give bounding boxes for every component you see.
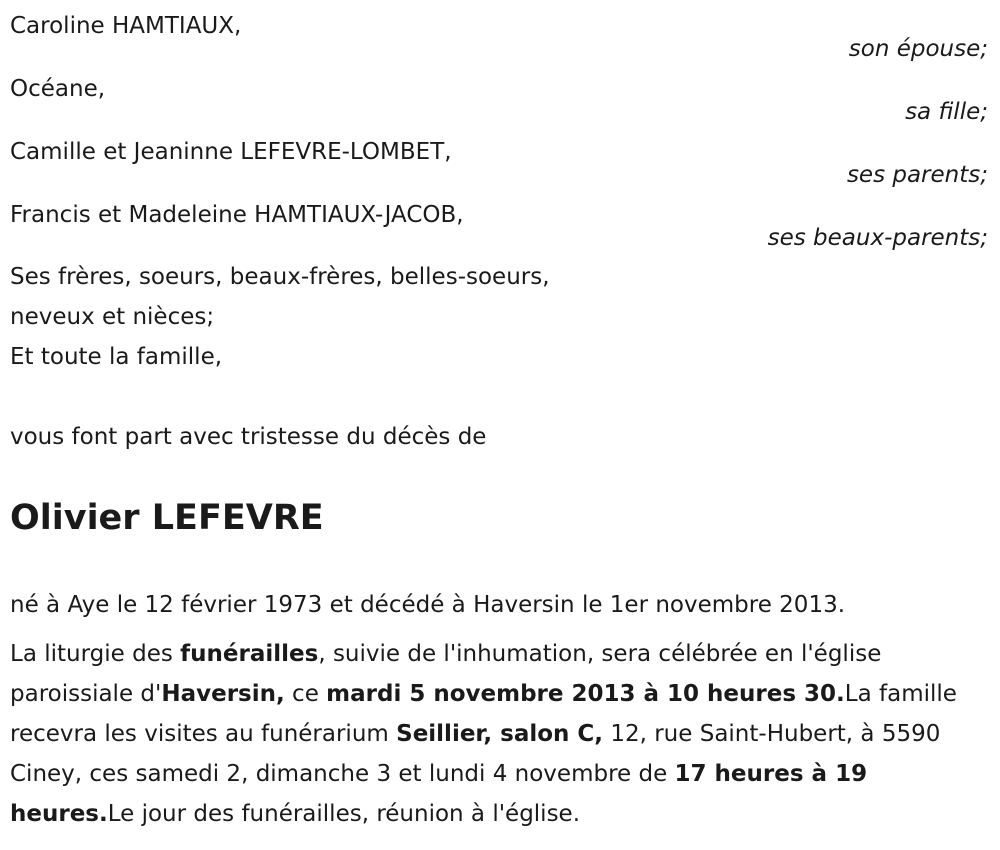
family-member-name: Océane, bbox=[10, 76, 106, 102]
family-member-relation: ses beaux-parents; bbox=[767, 225, 988, 251]
family-member-relation: sa fille; bbox=[905, 99, 988, 125]
family-member-relation: ses parents; bbox=[846, 162, 988, 188]
birth-death-text: né à Aye le 12 février 1973 et décédé à Haversin le 1er novembre 2013. bbox=[10, 592, 846, 618]
deceased-name: Olivier LEFEVRE bbox=[10, 498, 324, 538]
family-member-name: Camille et Jeaninne LEFEVRE-LOMBET, bbox=[10, 139, 452, 165]
funeral-text: Le jour des funérailles, réunion à l'église. bbox=[107, 801, 581, 827]
funeral-highlight: funérailles bbox=[180, 641, 319, 667]
funeral-details bbox=[10, 634, 995, 834]
family-member-relation: son épouse; bbox=[848, 36, 988, 62]
funeral-text: ce bbox=[284, 681, 327, 707]
visiting-hours: 17 heures à 19 heures. bbox=[10, 761, 868, 827]
other-relatives-line: Et toute la famille, bbox=[10, 344, 223, 370]
family-member-name: Caroline HAMTIAUX, bbox=[10, 13, 242, 39]
funeral-home: Seillier, salon C, bbox=[396, 721, 604, 747]
funeral-text: 12, rue Saint-Hubert, à 5590 Ciney, ces samedi 2, dimanche 3 et lundi 4 novembre de bbox=[10, 721, 941, 787]
funeral-text: , suivie de l'inhumation, sera célébrée en l'église paroissiale d' bbox=[10, 641, 882, 707]
funeral-datetime: mardi 5 novembre 2013 à 10 heures 30. bbox=[326, 681, 845, 707]
family-member-name: Francis et Madeleine HAMTIAUX-JACOB, bbox=[10, 202, 464, 228]
funeral-text: La famille recevra les visites au funérarium bbox=[10, 681, 957, 747]
announcement-text: vous font part avec tristesse du décès de bbox=[10, 424, 487, 450]
funeral-text: La liturgie des bbox=[10, 641, 181, 667]
other-relatives-line: Ses frères, soeurs, beaux-frères, belles-soeurs, bbox=[10, 264, 550, 290]
other-relatives-line: neveux et nièces; bbox=[10, 304, 215, 330]
funeral-location: Haversin, bbox=[161, 681, 285, 707]
